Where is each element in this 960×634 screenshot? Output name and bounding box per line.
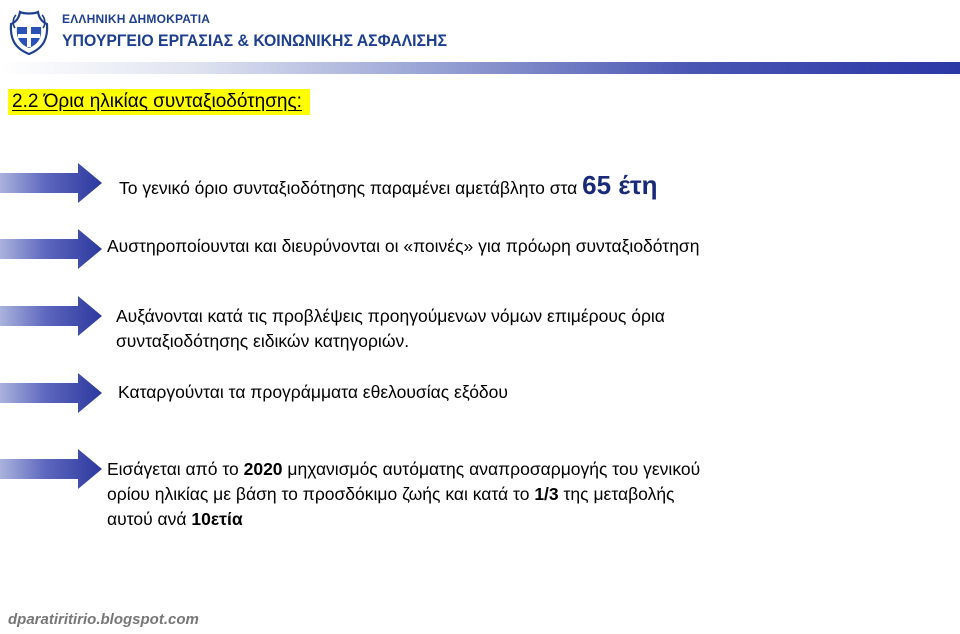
ministry-label: ΥΠΟΥΡΓΕΙΟ ΕΡΓΑΣΙΑΣ & ΚΟΙΝΩΝΙΚΗΣ ΑΣΦΑΛΙΣΗΣ [62,31,447,50]
year-highlight: 2020 [243,459,283,479]
list-item [116,304,665,354]
header-bar [0,62,960,74]
text-segment: Εισάγεται από το [107,459,244,479]
right-arrow-icon [0,373,102,413]
retirement-age-highlight: 65 έτη [582,170,658,200]
greek-coat-of-arms-icon [6,4,52,56]
item-text-line1: Αυξάνονται κατά τις προβλέψεις προηγούμενων νόμων επιμέρους όρια [116,306,665,326]
item-text: Καταργούνται τα προγράμματα εθελουσίας εξόδου [118,382,508,402]
right-arrow-icon [0,163,102,203]
fraction-highlight: 1/3 [534,484,559,504]
republic-label: ΕΛΛΗΝΙΚΗ ΔΗΜΟΚΡΑΤΙΑ [62,12,211,26]
header [0,0,960,64]
list-item [118,380,508,405]
list-item [107,234,699,259]
item-text-line1 [107,457,700,482]
text-segment: μηχανισμός αυτόματης αναπροσαρμογής του γενικού [282,459,701,479]
text-segment: της μεταβολής [558,484,675,504]
item-text-line3 [107,507,700,532]
text-segment: ορίου ηλικίας με βάση το προσδόκιμο ζωής και κατά το [107,484,535,504]
text-segment: αυτού ανά [107,509,192,529]
list-item [107,457,700,532]
list-item [119,170,658,201]
item-text: Το γενικό όριο συνταξιοδότησης παραμένει αμετάβλητο στα [119,178,583,198]
right-arrow-icon [0,296,102,336]
item-text-line2: συνταξιοδότησης ειδικών κατηγοριών. [116,331,410,351]
item-text-line2 [107,482,700,507]
footer-url[interactable]: dparatiritirio.blogspot.com [8,611,199,628]
page-title: 2.2 Όρια ηλικίας συνταξιοδότησης: [8,89,310,115]
decade-highlight: 10ετία [191,509,243,529]
right-arrow-icon [0,229,102,269]
item-text: Αυστηροποίουνται και διευρύνονται οι «ποινές» για πρόωρη συνταξιοδότηση [107,236,700,256]
right-arrow-icon [0,449,102,489]
